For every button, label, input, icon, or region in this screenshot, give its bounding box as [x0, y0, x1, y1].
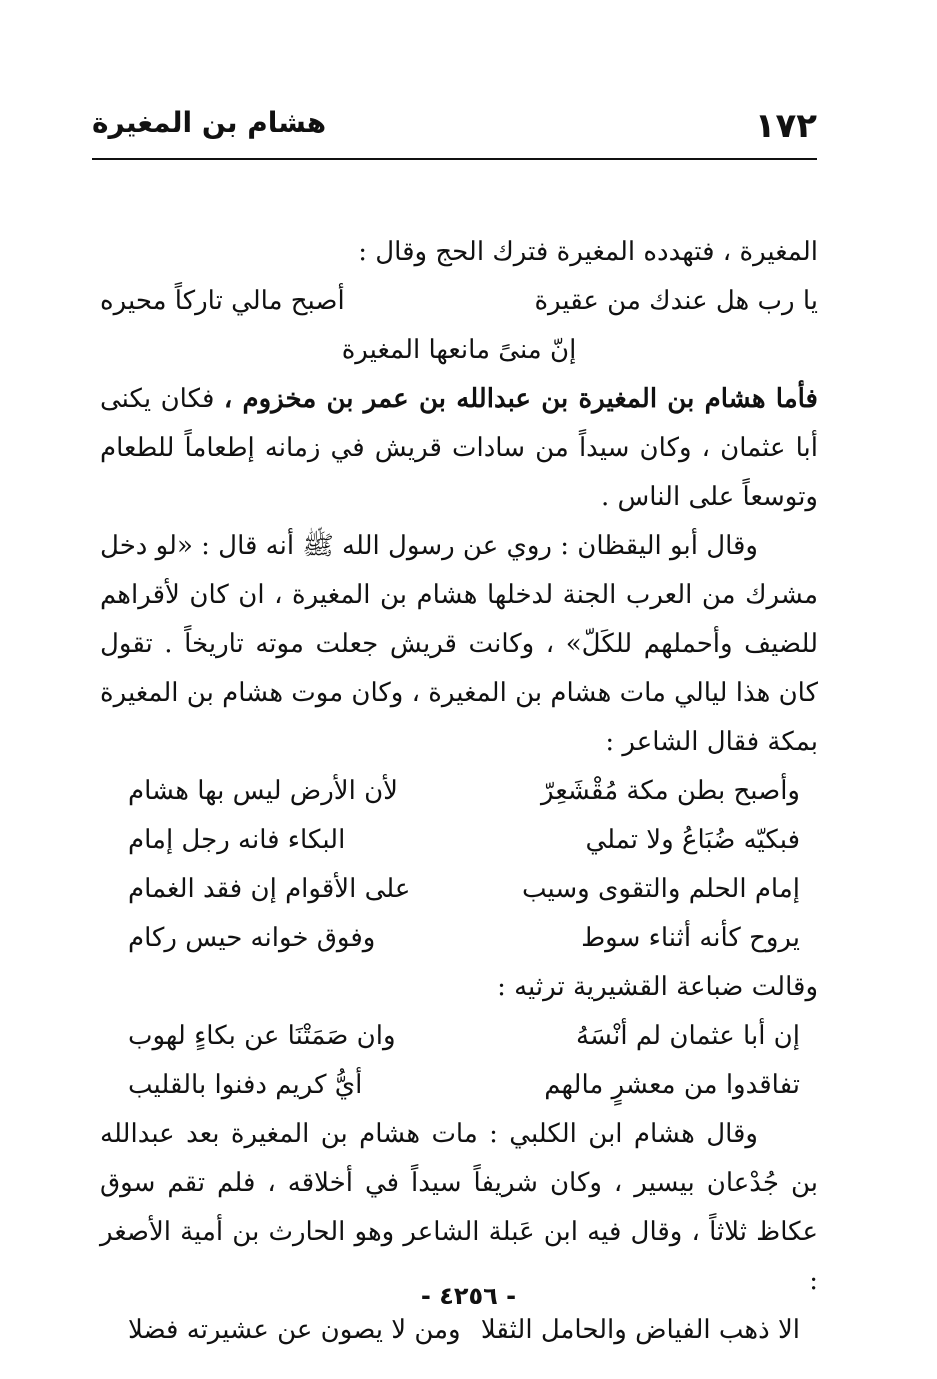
hemistich-second: وان صَمَتْنَا عن بكاءٍ لهوب: [128, 1021, 396, 1051]
hemistich-second: وفوق خوانه حيس ركام: [128, 923, 376, 953]
hemistich-second: على الأقوام إن فقد الغمام: [128, 874, 411, 904]
hemistich-second: ومن لا يصون عن عشيرته فضلا: [128, 1315, 461, 1345]
verse-continuation: إنّ منىً مانعها المغيرة: [341, 335, 577, 365]
hemistich-first: إن أبا عثمان لم أنْسَهُ: [576, 1021, 800, 1051]
paragraph-2: [100, 375, 818, 522]
paragraph-3: وقال أبو اليقظان : روي عن رسول الله ﷺ أنه قال : «لو دخل مشرك من العرب الجنة لدخلها هشام بن المغيرة ، ان كان لأقراهم للضيف وأحملهم للكَلّ» ، وكانت قريش جعلت موته تاريخاً . تقول كان هذا ليالي مات هشام بن المغيرة ، وكان موت هشام بن المغيرة بمكة فقال الشاعر :: [100, 531, 818, 757]
hemistich-second: أيُّ كريم دفنوا بالقليب: [128, 1070, 363, 1100]
poem-1: [100, 767, 818, 963]
hemistich-second: البكاء فانه رجل إمام: [128, 825, 346, 855]
verse-line: [100, 1306, 818, 1355]
hemistich-first: يا رب هل عندك من عقيرة: [534, 286, 818, 316]
hemistich-first: وأصبح بطن مكة مُقْشَعِرّ: [540, 776, 800, 806]
hemistich-first: إمام الحلم والتقوى وسيب: [521, 874, 800, 904]
verse-line: [100, 277, 818, 326]
hemistich-first: يروح كأنه أثناء سوط: [581, 923, 800, 953]
hemistich-first: الا ذهب الفياض والحامل الثقلا: [480, 1315, 800, 1345]
hemistich-second: لأن الأرض ليس بها هشام: [128, 776, 399, 806]
page-header: [92, 98, 817, 160]
paragraph-2-rest: فكان يكنى أبا عثمان ، وكان سيداً من سادات قريش في زمانه إطعاماً للطعام وتوسعاً على الناس .: [100, 384, 818, 512]
page-number: ١٧٢: [754, 106, 817, 146]
header-rule: [92, 158, 817, 160]
verse-line: [100, 816, 818, 865]
verse-line: [100, 865, 818, 914]
paragraph-2-bold: فأما هشام بن المغيرة بن عبدالله بن عمر بن مخزوم ،: [223, 384, 818, 414]
verse-line: [100, 767, 818, 816]
verse-line: [100, 1061, 818, 1110]
hemistich-first: تفاقدوا من معشرٍ مالهم: [544, 1070, 800, 1100]
page-body: [100, 228, 818, 1355]
verse-line: [100, 914, 818, 963]
hemistich-first: فبكيّه ضُبَاعُ ولا تملي: [585, 825, 800, 855]
paragraph-4: وقالت ضباعة القشيرية ترثيه :: [497, 972, 818, 1002]
page-footer-number: - ٤٢٥٦ -: [420, 1282, 517, 1310]
poem-2: [100, 1012, 818, 1110]
verse-line: [100, 1012, 818, 1061]
paragraph-5: وقال هشام ابن الكلبي : مات هشام بن المغيرة بعد عبدالله بن جُدْعان بيسير ، وكان شريفاً سيداً في أخلاقه ، فلم تقم سوق عكاظ ثلاثاً ، وقال فيه ابن عَبلة الشاعر وهو الحارث بن أمية الأصغر :: [100, 1119, 818, 1296]
running-title: هشام بن المغيرة: [92, 106, 327, 139]
hemistich-second: أصبح مالي تاركاً محيره: [100, 286, 345, 316]
paragraph-1: المغيرة ، فتهدده المغيرة فترك الحج وقال :: [358, 237, 818, 267]
